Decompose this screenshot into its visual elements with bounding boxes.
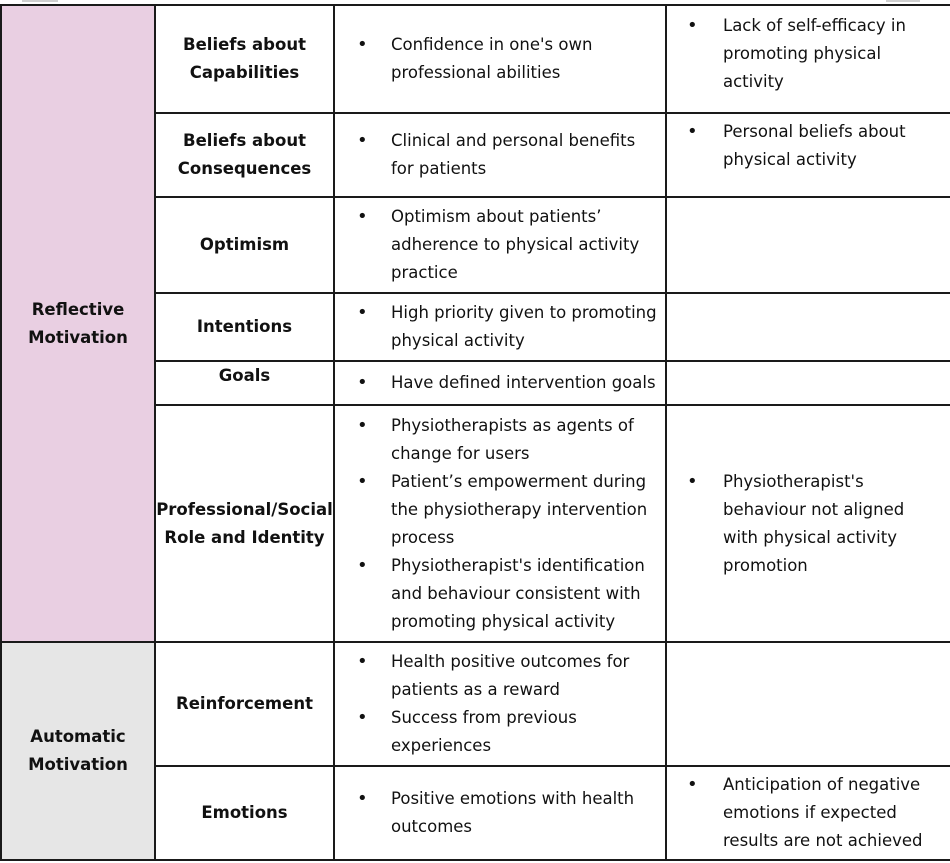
facilitator-list xyxy=(335,412,665,636)
category-label: Reflective Motivation xyxy=(28,299,128,347)
facilitators-cell xyxy=(334,293,666,361)
barriers-cell xyxy=(666,293,950,361)
barrier-list xyxy=(667,12,950,96)
barriers-cell xyxy=(666,361,950,405)
facilitator-list xyxy=(335,31,665,87)
facilitators-cell xyxy=(334,642,666,766)
category-label: Automatic Motivation xyxy=(28,727,128,774)
facilitator-list xyxy=(335,299,665,355)
domain-label: Beliefs about Consequences xyxy=(177,131,312,178)
tdf-domain-table xyxy=(0,4,950,861)
facilitators-cell xyxy=(334,361,666,405)
domain-cell xyxy=(155,5,334,113)
category-cell-automatic xyxy=(1,642,155,860)
facilitator-item: • Physiotherapists as agents of change for users xyxy=(335,412,657,468)
table-row xyxy=(1,642,950,766)
domain-cell xyxy=(155,197,334,293)
barrier-list xyxy=(667,468,950,580)
barriers-cell xyxy=(666,642,950,766)
domain-cell xyxy=(155,113,334,197)
facilitator-item: • Health positive outcomes for patients as a reward xyxy=(335,648,657,704)
facilitator-list xyxy=(335,369,665,397)
page-edge-mark-right xyxy=(886,0,920,2)
facilitator-item: • Patient’s empowerment during the physiotherapy intervention process xyxy=(335,468,657,552)
facilitator-item: • Have defined intervention goals xyxy=(335,369,657,397)
barrier-list xyxy=(667,771,950,855)
facilitator-item: • Clinical and personal benefits for patients xyxy=(335,127,657,183)
facilitator-list xyxy=(335,127,665,183)
domain-cell xyxy=(155,642,334,766)
facilitator-list xyxy=(335,203,665,287)
facilitators-cell xyxy=(334,197,666,293)
domain-cell xyxy=(155,405,334,642)
facilitator-item: • Optimism about patients’ adherence to physical activity practice xyxy=(335,203,657,287)
domain-cell xyxy=(155,293,334,361)
barriers-cell xyxy=(666,405,950,642)
barriers-cell xyxy=(666,113,950,197)
barrier-item: • Anticipation of negative emotions if expected results are not achieved xyxy=(667,771,942,855)
facilitators-cell xyxy=(334,113,666,197)
facilitator-list xyxy=(335,785,665,841)
page-edge-mark-left xyxy=(22,0,58,2)
barriers-cell xyxy=(666,766,950,860)
domain-label: Goals xyxy=(218,366,271,385)
domain-label: Optimism xyxy=(199,235,290,254)
domain-label: Reinforcement xyxy=(176,694,313,713)
barrier-list xyxy=(667,118,950,174)
domain-label: Beliefs about Capabilities xyxy=(183,35,306,82)
domain-label: Professional/Social Role and Identity xyxy=(156,499,333,547)
facilitators-cell xyxy=(334,405,666,642)
category-cell-reflective xyxy=(1,5,155,642)
barrier-item: • Personal beliefs about physical activity xyxy=(667,118,942,174)
facilitator-item: • High priority given to promoting physical activity xyxy=(335,299,657,355)
facilitator-item: • Confidence in one's own professional abilities xyxy=(335,31,657,87)
barrier-item: • Physiotherapist's behaviour not aligned with physical activity promotion xyxy=(667,468,942,580)
facilitators-cell xyxy=(334,766,666,860)
domain-cell xyxy=(155,361,334,405)
domain-label: Emotions xyxy=(201,803,288,822)
facilitators-cell xyxy=(334,5,666,113)
barrier-item: • Lack of self-efficacy in promoting physical activity xyxy=(667,12,942,96)
facilitator-item: • Physiotherapist's identification and behaviour consistent with promoting physical activity xyxy=(335,552,657,636)
facilitator-item: • Positive emotions with health outcomes xyxy=(335,785,657,841)
domain-label: Intentions xyxy=(196,317,293,336)
facilitator-item: • Success from previous experiences xyxy=(335,704,657,760)
facilitator-list xyxy=(335,648,665,760)
barriers-cell xyxy=(666,197,950,293)
table-row xyxy=(1,5,950,113)
barriers-cell xyxy=(666,5,950,113)
domain-cell xyxy=(155,766,334,860)
